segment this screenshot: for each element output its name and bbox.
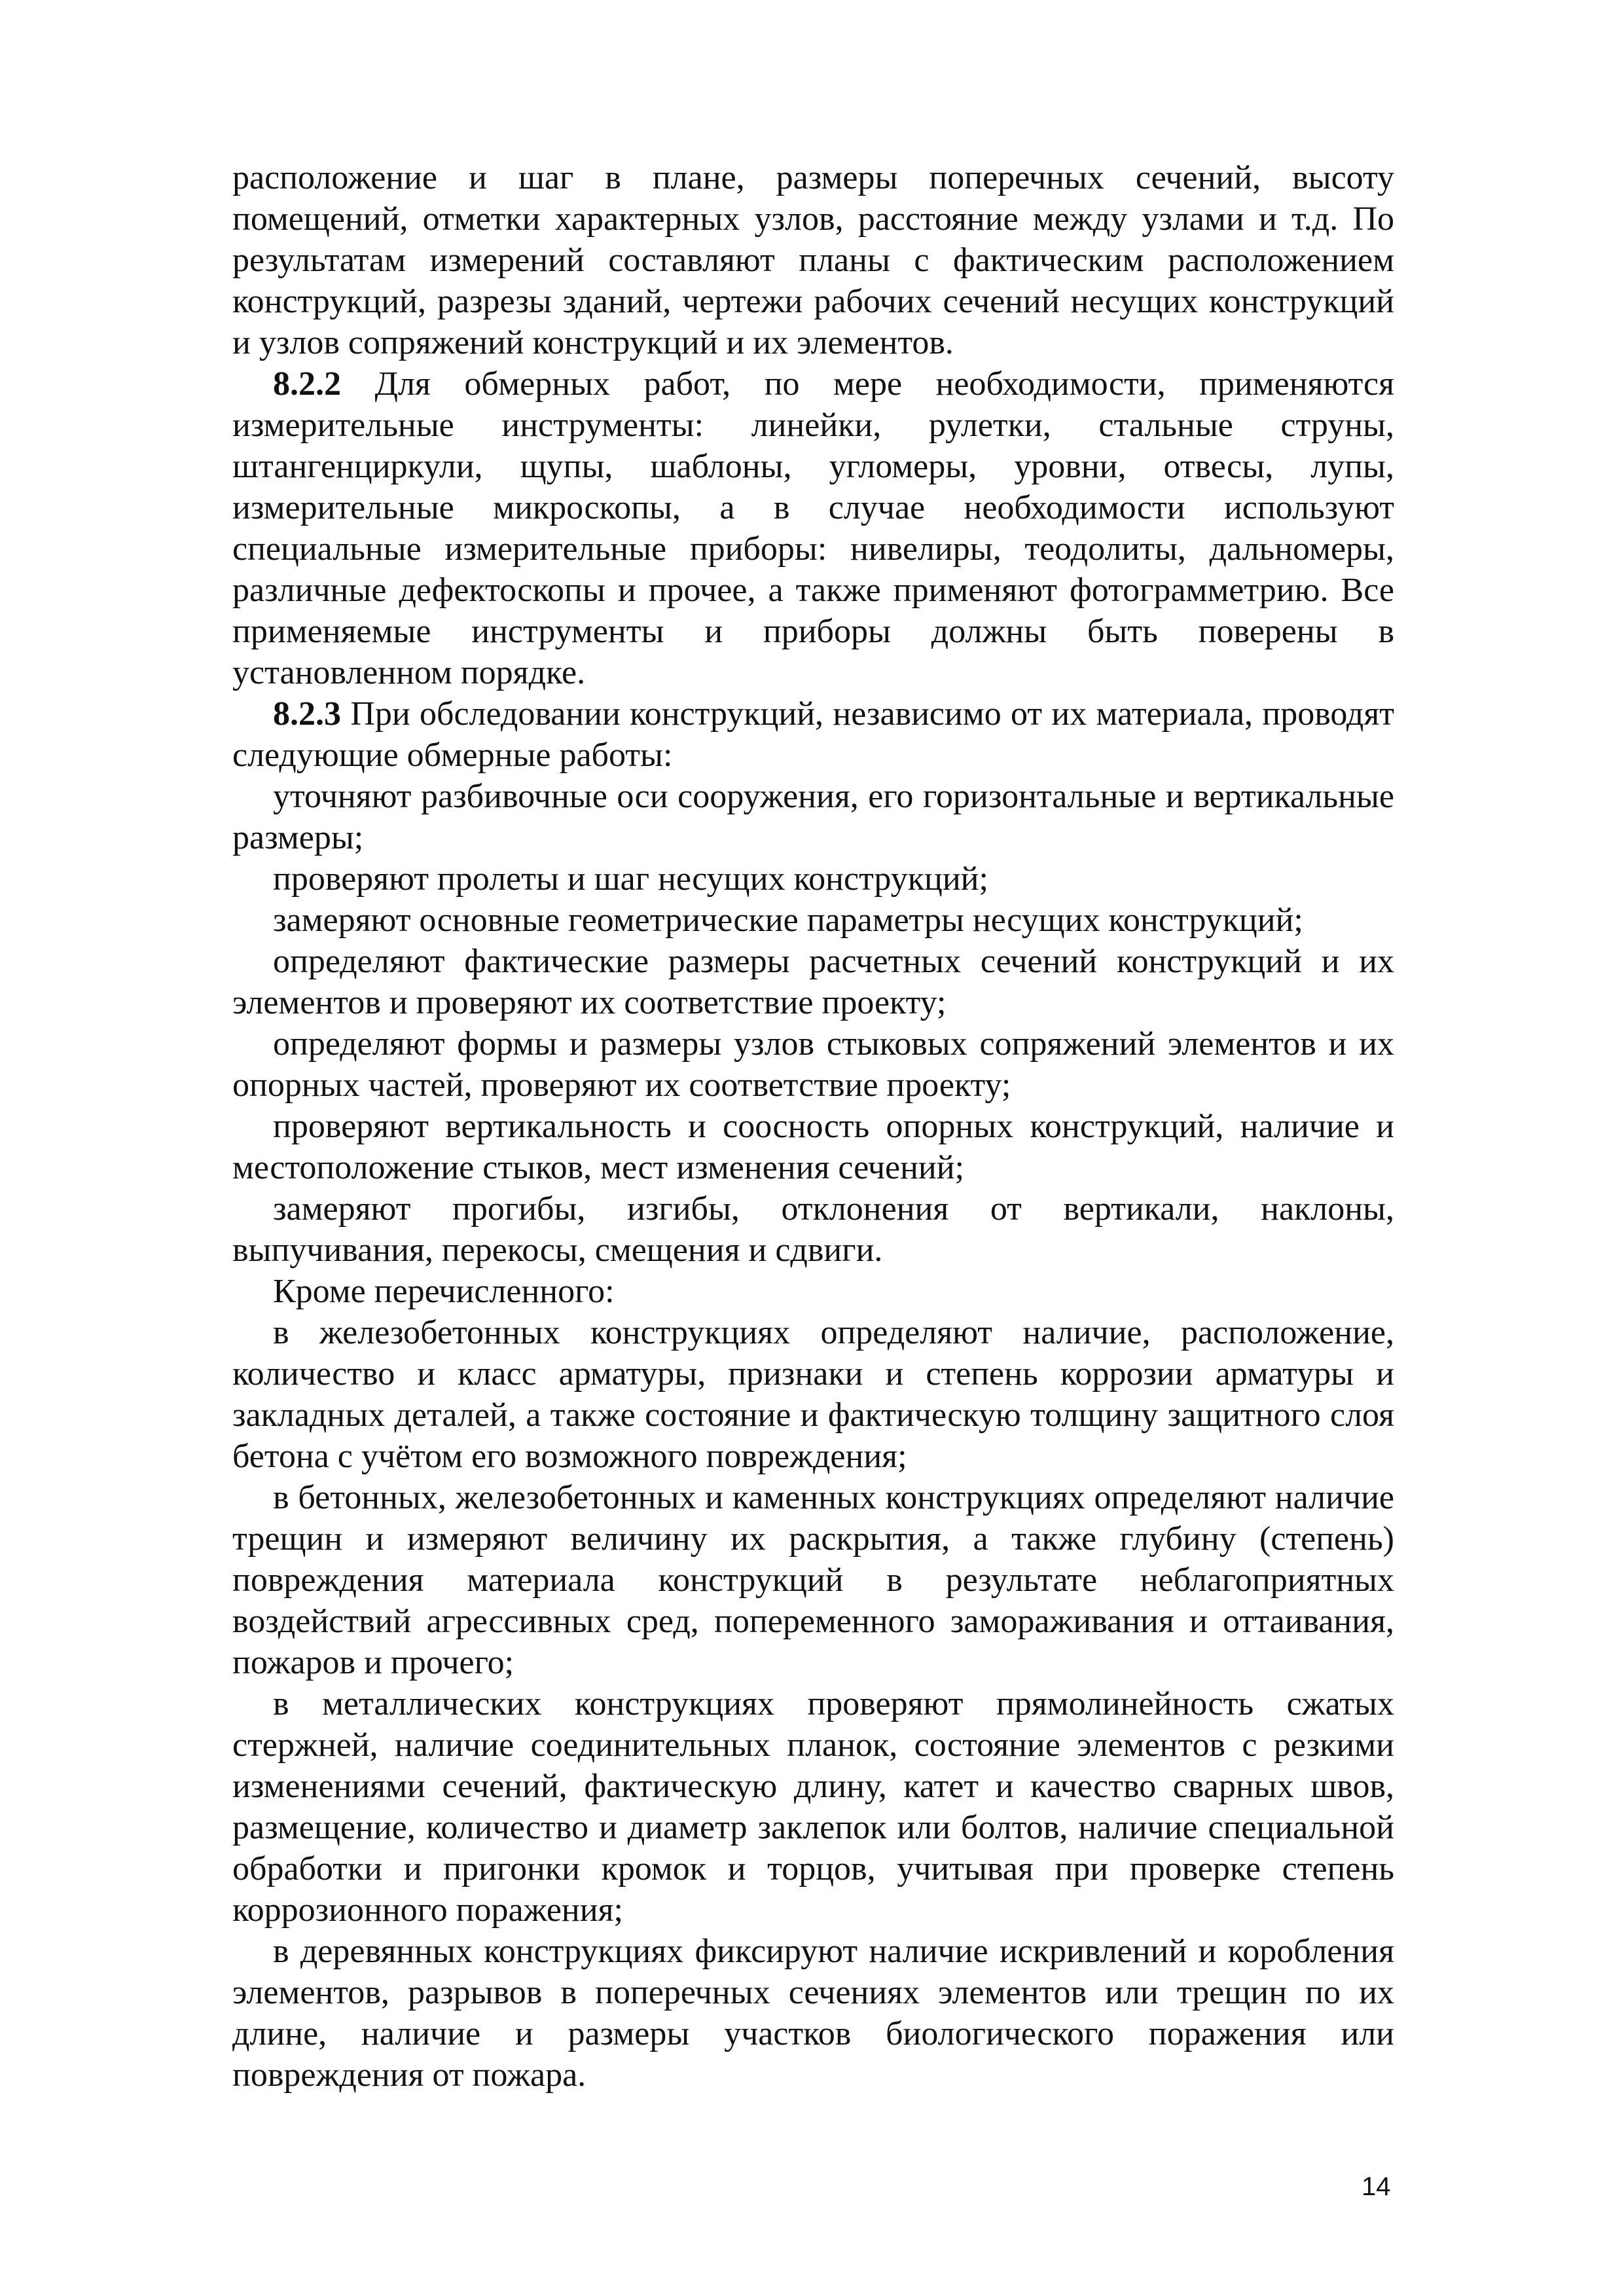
list-item: проверяют вертикальность и соосность опорных конструкций, наличие и местоположение стыков, мест изменения сечений;	[232, 1108, 1394, 1186]
list-item: определяют формы и размеры узлов стыковых сопряжений элементов и их опорных частей, проверяют их соответствие проекту;	[232, 1025, 1394, 1104]
list-item: проверяют пролеты и шаг несущих конструкций;	[273, 860, 988, 898]
list-item: в металлических конструкциях проверяют прямолинейность сжатых стержней, наличие соединительных планок, состояние элементов с резкими изменениями сечений, фактическую длину, катет и качество сварных швов, размещение, количество и диаметр заклепок или болтов, наличие специальной обработки и пригонки кромок и торцов, учитывая при проверке степень коррозионного поражения;	[232, 1685, 1394, 1929]
list-item: замеряют основные геометрические параметры несущих конструкций;	[273, 902, 1303, 939]
list-item: в железобетонных конструкциях определяют наличие, расположение, количество и класс арматуры, признаки и степень коррозии арматуры и закладных деталей, а также состояние и фактическую толщину защитного слоя бетона с учётом его возможного повреждения;	[232, 1314, 1394, 1475]
paragraph-text: При обследовании конструкций, независимо от их материала, проводят следующие обмерные работы:	[232, 695, 1394, 774]
paragraph-intro: Кроме перечисленного:	[273, 1273, 615, 1310]
paragraph-text: Для обмерных работ, по мере необходимости, применяются измерительные инструменты: линейки, рулетки, стальные струны, штангенциркули, щупы, шаблоны, угломеры, уровни, отвесы, лупы, измерительные микроскопы, а в случае необходимости используют специальные измерительные приборы: нивелиры, теодолиты, дальномеры, различные дефектоскопы и прочее, а также применяют фотограмметрию. Все применяемые инструменты и приборы должны быть поверены в установленном порядке.	[232, 365, 1394, 691]
paragraph-continuation: расположение и шаг в плане, размеры поперечных сечений, высоту помещений, отметки характерных узлов, расстояние между узлами и т.д. По результатам измерений составляют планы с фактическим расположением конструкций, разрезы зданий, чертежи рабочих сечений несущих конструкций и узлов сопряжений конструкций и их элементов.	[232, 159, 1394, 361]
list-item: в бетонных, железобетонных и каменных конструкциях определяют наличие трещин и измеряют величину их раскрытия, а также глубину (степень) повреждения материала конструкций в результате неблагоприятных воздействий агрессивных сред, попеременного замораживания и оттаивания, пожаров и прочего;	[232, 1479, 1394, 1681]
page-number: 14	[1362, 2172, 1391, 2201]
paragraph-8-2-2	[232, 363, 1394, 693]
list-item: определяют фактические размеры расчетных сечений конструкций и их элементов и проверяют их соответствие проекту;	[232, 943, 1394, 1021]
clause-number: 8.2.3	[273, 695, 341, 733]
list-item: замеряют прогибы, изгибы, отклонения от вертикали, наклоны, выпучивания, перекосы, смещения и сдвиги.	[232, 1190, 1394, 1269]
document-body	[232, 157, 1394, 2096]
paragraph-8-2-3	[232, 693, 1394, 776]
clause-number: 8.2.2	[273, 365, 341, 403]
list-item: уточняют разбивочные оси сооружения, его горизонтальные и вертикальные размеры;	[232, 778, 1394, 856]
list-item: в деревянных конструкциях фиксируют наличие искривлений и коробления элементов, разрывов в поперечных сечениях элементов или трещин по их длине, наличие и размеры участков биологического поражения или повреждения от пожара.	[232, 1933, 1394, 2094]
